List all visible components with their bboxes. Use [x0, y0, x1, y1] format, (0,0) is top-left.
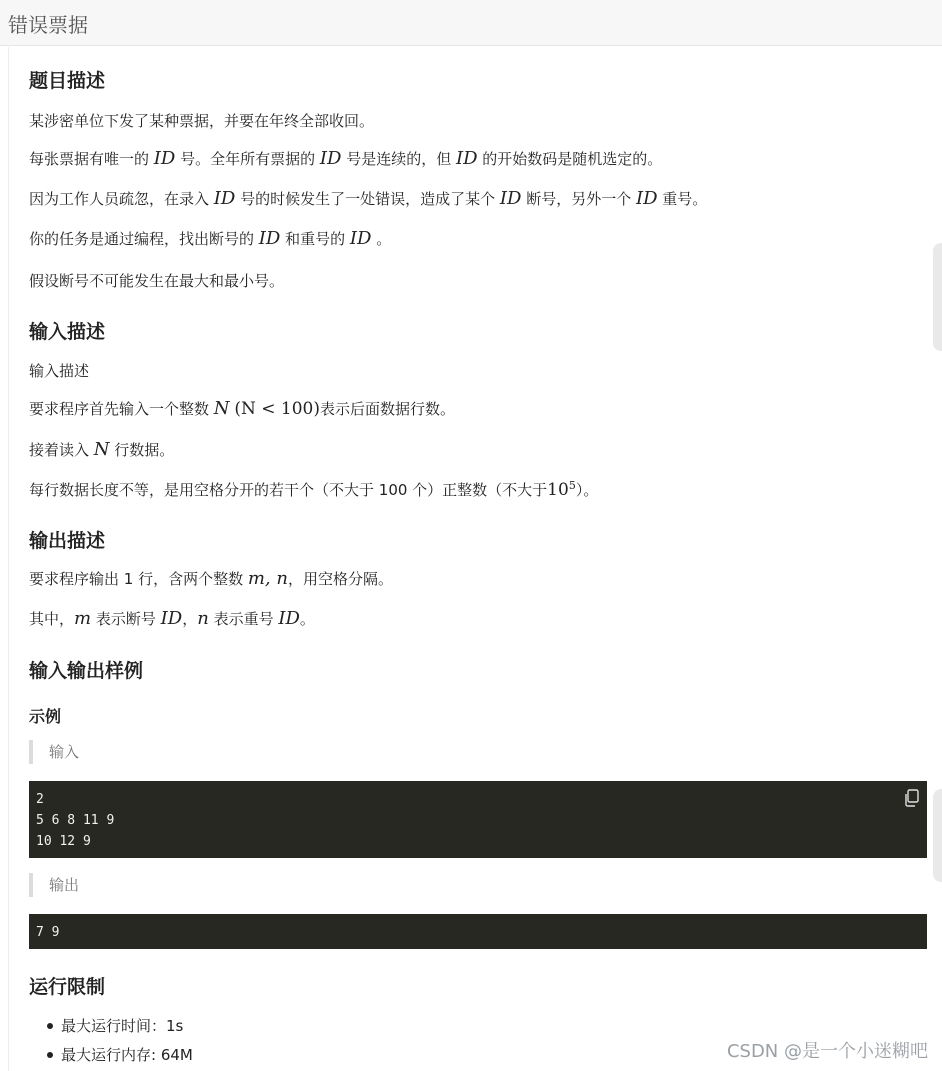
input-paragraph-1: 输入描述: [29, 362, 90, 380]
desc-paragraph-3: 因为工作人员疏忽，在录入 ID 号的时候发生了一处错误，造成了某个 ID 断号，另外一个 ID 重号。: [29, 188, 708, 209]
code-line: 10 12 9: [36, 834, 91, 849]
code-line: 2: [36, 792, 44, 807]
input-paragraph-2: 要求程序首先输入一个整数 N (N < 100)表示后面数据行数。: [29, 398, 455, 419]
input-label: 输入: [29, 740, 79, 764]
page-title: 错误票据: [8, 13, 88, 37]
problem-content: [8, 47, 942, 1071]
output-label: 输出: [29, 873, 79, 897]
title-bar: [0, 0, 942, 46]
bullet: [47, 1052, 53, 1058]
limit-time-item: 最大运行时间：1s: [29, 1015, 183, 1036]
input-paragraph-4: 每行数据长度不等，是用空格分开的若干个（不大于 100 个）正整数（不大于$10^5$）。: [29, 479, 599, 500]
bullet: [47, 1023, 53, 1029]
side-panel-handle[interactable]: [933, 243, 942, 351]
sample-output-code[interactable]: [29, 914, 927, 949]
heading-output: 输出描述: [29, 530, 106, 552]
desc-paragraph-2: 每张票据有唯一的 ID 号。全年所有票据的 ID 号是连续的，但 ID 的开始数码是随机选定的。: [29, 148, 663, 169]
input-paragraph-3: 接着读入 N 行数据。: [29, 439, 175, 460]
code-line: 7 9: [36, 925, 60, 940]
output-paragraph-2: 其中，m 表示断号 ID，n 表示重号 ID。: [29, 608, 315, 629]
heading-input: 输入描述: [29, 321, 106, 343]
heading-description: 题目描述: [29, 70, 106, 92]
desc-paragraph-5: 假设断号不可能发生在最大和最小号。: [29, 272, 285, 290]
copy-icon[interactable]: [903, 789, 919, 807]
heading-example: 示例: [29, 707, 62, 726]
sample-input-code[interactable]: [29, 781, 927, 858]
heading-limits: 运行限制: [29, 976, 106, 998]
desc-paragraph-1: 某涉密单位下发了某种票据，并要在年终全部收回。: [29, 112, 375, 130]
output-paragraph-1: 要求程序输出 1 行，含两个整数 m, n，用空格分隔。: [29, 568, 393, 589]
limit-memory-item: 最大运行内存: 64M: [29, 1044, 193, 1065]
code-line: 5 6 8 11 9: [36, 813, 115, 828]
heading-io-examples: 输入输出样例: [29, 660, 144, 682]
watermark: CSDN @是一个小迷糊吧: [726, 1041, 928, 1062]
side-panel-handle[interactable]: [933, 789, 942, 882]
desc-paragraph-4: 你的任务是通过编程，找出断号的 ID 和重号的 ID 。: [29, 228, 392, 249]
